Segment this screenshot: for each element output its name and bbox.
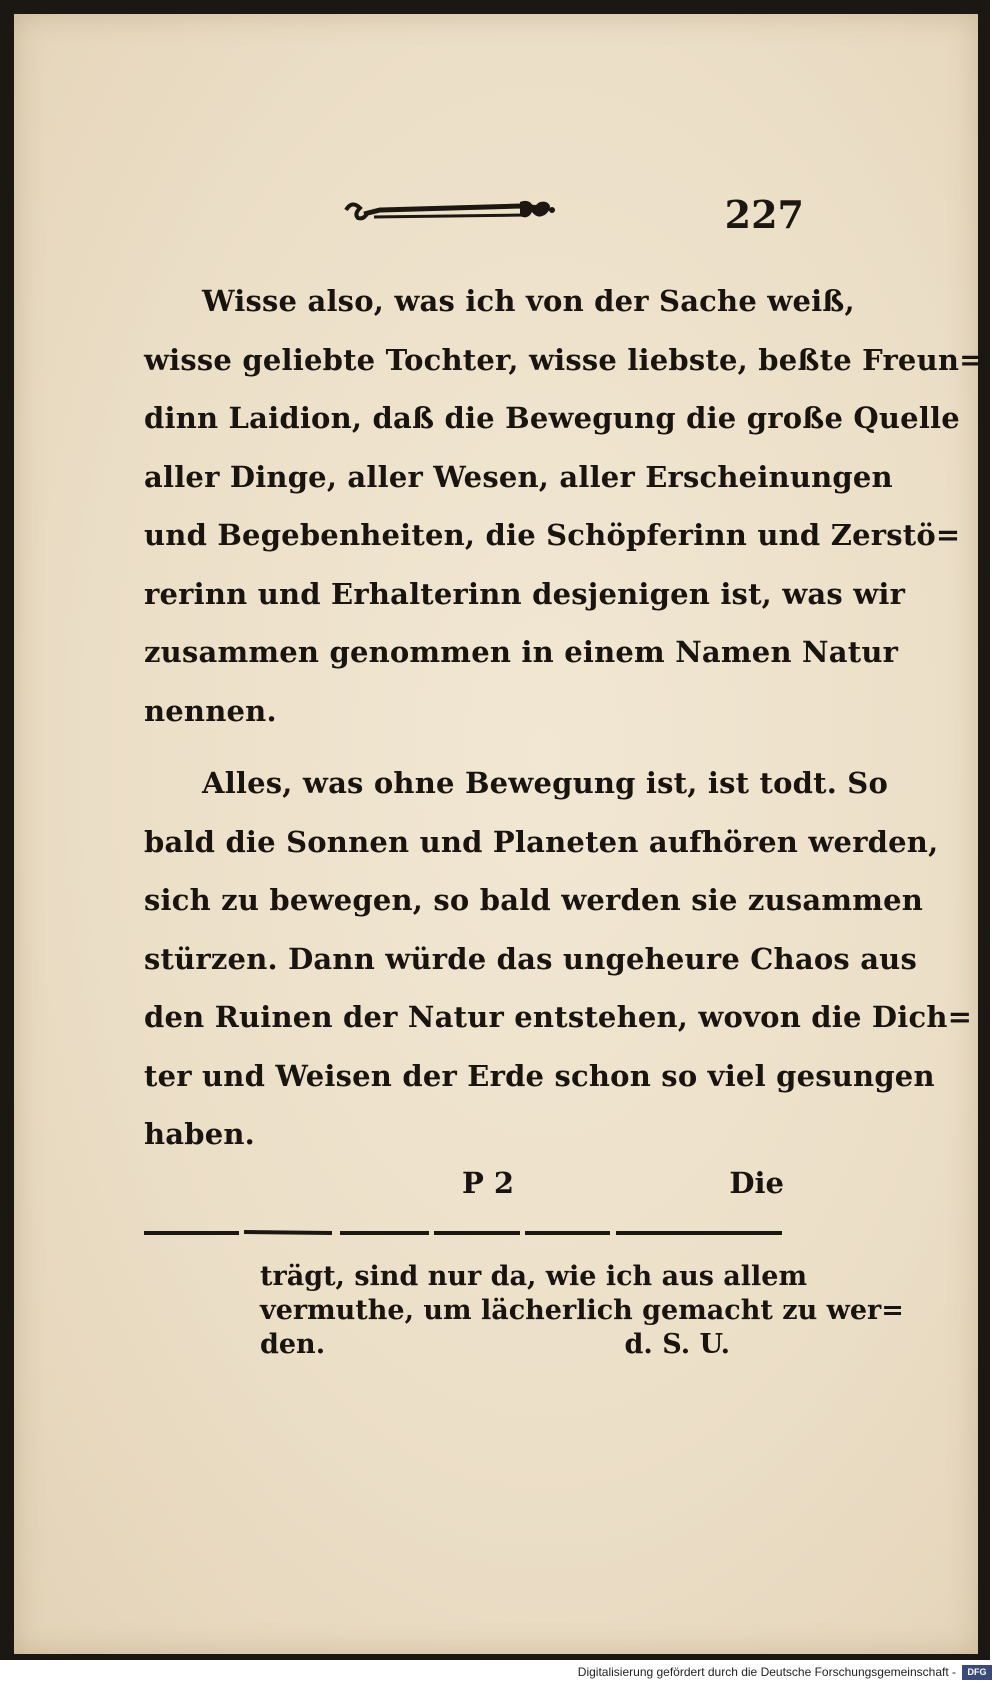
footnote [260,1260,904,1362]
text-line: den Ruinen der Natur entstehen, wovon die Dich= [144,1000,973,1034]
paragraph-gap [144,740,784,754]
text-line: sich zu bewegen, so bald werden sie zusammen [144,883,924,917]
paragraph-1 [144,272,984,740]
text-line: dinn Laidion, daß die Bewegung die große Quelle [144,401,960,435]
signature-line [144,1166,784,1206]
text-line: haben. [144,1117,255,1151]
dfg-logo: DFG [962,1665,992,1680]
footnote-line: trägt, sind nur da, wie ich aus allem [260,1261,808,1292]
text-line: Alles, was ohne Bewegung ist, ist todt. So [202,766,888,800]
text-line: nennen. [144,693,277,728]
footnote-last-row [260,1328,730,1362]
digitization-credit: Digitalisierung gefördert durch die Deutsche Forschungsgemeinschaft - [577,1665,956,1679]
credit-bar [0,1660,1000,1686]
text-line: Wisse also, was ich von der Sache weiß, [202,284,855,318]
text-line: wisse geliebte Tochter, wisse liebste, beßte Freun= [144,342,984,377]
text-line: bald die Sonnen und Planeten aufhören werden, [144,824,939,859]
text-line: aller Dinge, aller Wesen, aller Erscheinungen [144,459,893,494]
page-number: 227 [724,192,804,237]
text-line: stürzen. Dann würde das ungeheure Chaos aus [144,941,917,976]
text-line: und Begebenheiten, die Schöpferinn und Zerstö= [144,518,961,552]
paragraph-2 [144,754,973,1164]
signature-mark: P 2 [462,1166,515,1200]
catchword: Die [729,1166,784,1200]
text-line: ter und Weisen der Erde schon so viel gesungen [144,1058,935,1093]
footnote-initials: d. S. U. [624,1329,730,1360]
text-line: zusammen genommen in einem Namen Natur [144,635,899,669]
body-text [144,272,984,1164]
headpiece-ornament [344,196,566,226]
footnote-last-line [260,1328,784,1362]
footnote-line: vermuthe, um lächerlich gemacht zu wer= [260,1295,904,1326]
text-line: rerinn und Erhalterinn desjenigen ist, was wir [144,576,906,611]
footnote-line: den. [260,1329,326,1360]
footnote-rule [144,1230,782,1236]
book-page [14,14,984,1654]
